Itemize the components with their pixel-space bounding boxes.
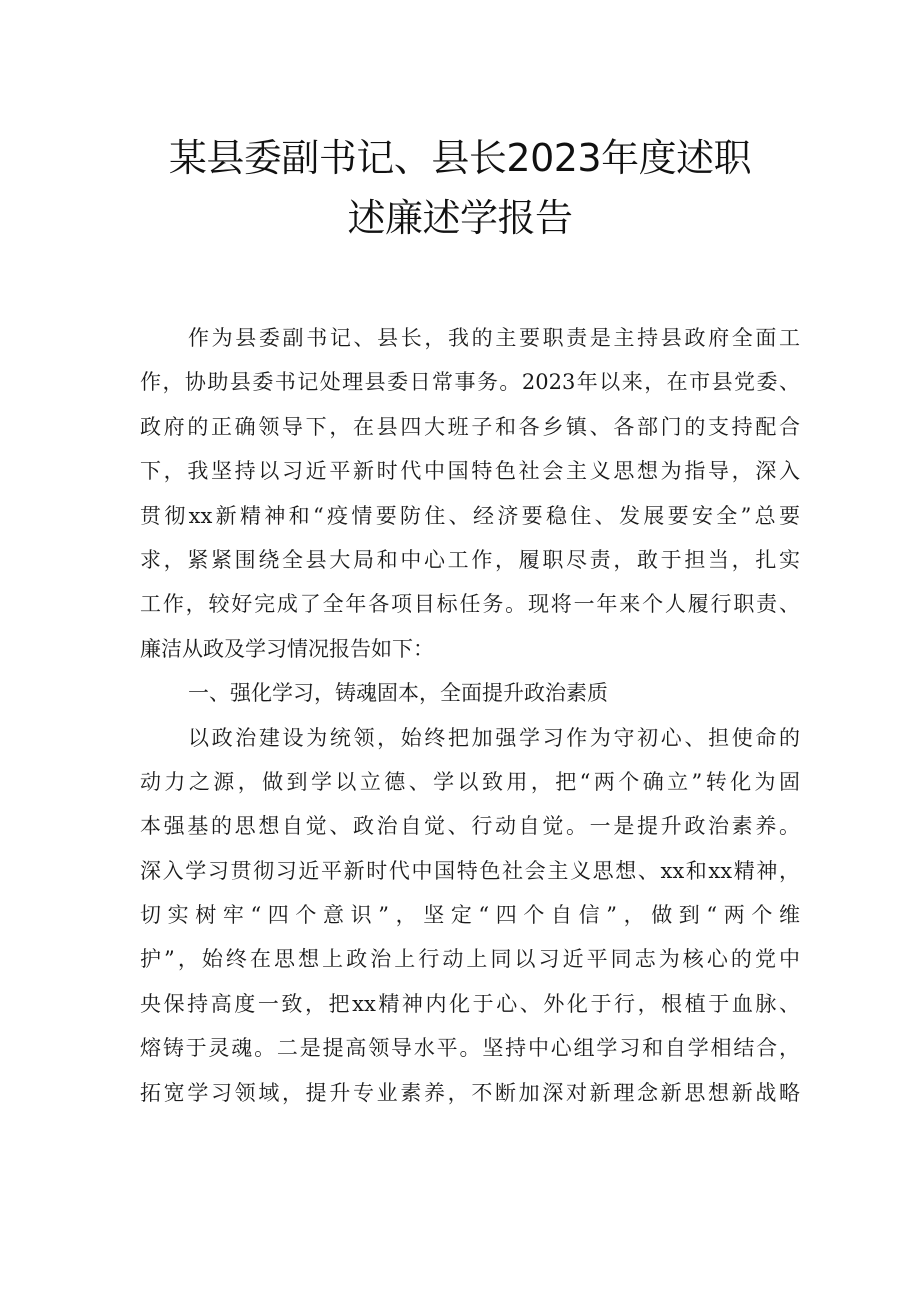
document-title xyxy=(0,128,920,248)
paragraph-1-line-8: 廉洁从政及学习情况报告如下： xyxy=(140,636,434,661)
paragraph-2-line-2: 动力之源，做到学以立德、学以致用，把“两个确立”转化为固 xyxy=(140,769,800,794)
section-heading-1: 一、强化学习，铸魂固本，全面提升政治素质 xyxy=(188,681,608,706)
paragraph-2-line-3: 本强基的思想自觉、政治自觉、行动自觉。一是提升政治素养。 xyxy=(140,814,800,839)
paragraph-2-line-4: 深入学习贯彻习近平新时代中国特色社会主义思想、xx和xx精神， xyxy=(140,858,800,883)
paragraph-1-line-4: 下，我坚持以习近平新时代中国特色社会主义思想为指导，深入 xyxy=(140,459,800,484)
paragraph-2-line-8: 熔铸于灵魂。二是提高领导水平。坚持中心组学习和自学相结合， xyxy=(140,1036,800,1061)
paragraph-2-line-6: 护”，始终在思想上政治上行动上同以习近平同志为核心的党中 xyxy=(140,947,800,972)
paragraph-1-line-3: 政府的正确领导下，在县四大班子和各乡镇、各部门的支持配合 xyxy=(140,414,800,439)
paragraph-1-line-2: 作，协助县委书记处理县委日常事务。2023年以来，在市县党委、 xyxy=(140,370,800,395)
paragraph-1-line-5: 贯彻xx新精神和“疫情要防住、经济要稳住、发展要安全”总要 xyxy=(140,503,800,528)
paragraph-2-line-7: 央保持高度一致，把xx精神内化于心、外化于行，根植于血脉、 xyxy=(140,991,800,1016)
title-line-2: 述廉述学报告 xyxy=(347,196,573,240)
paragraph-2-line-5: 切实树牢“四个意识”，坚定“四个自信”，做到“两个维 xyxy=(140,903,800,928)
paragraph-1-line-6: 求，紧紧围绕全县大局和中心工作，履职尽责，敢于担当，扎实 xyxy=(140,547,800,572)
paragraph-1-line-7: 工作，较好完成了全年各项目标任务。现将一年来个人履行职责、 xyxy=(140,592,800,617)
title-line-1: 某县委副书记、县长2023年度述职 xyxy=(168,136,752,180)
paragraph-2-line-9: 拓宽学习领域，提升专业素养，不断加深对新理念新思想新战略 xyxy=(140,1080,800,1105)
paragraph-2-line-1: 以政治建设为统领，始终把加强学习作为守初心、担使命的 xyxy=(188,725,800,750)
paragraph-1-line-1: 作为县委副书记、县长，我的主要职责是主持县政府全面工 xyxy=(188,326,800,350)
document-body xyxy=(140,316,800,1115)
